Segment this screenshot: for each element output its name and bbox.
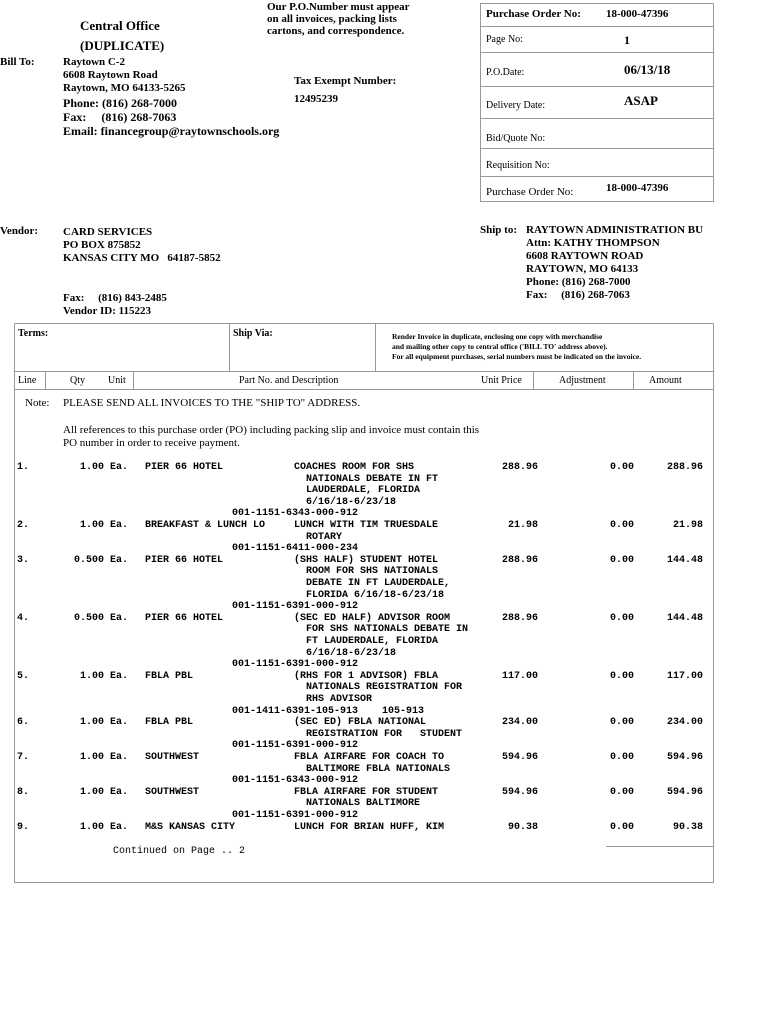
po-number-label: Purchase Order No: bbox=[486, 8, 581, 20]
item-vendor: PIER 66 HOTEL bbox=[145, 612, 224, 624]
item-description: LUNCH WITH TIM TRUESDALE ROTARY bbox=[294, 520, 439, 543]
item-amount: 21.98 bbox=[672, 520, 703, 531]
item-adjustment: 0.00 bbox=[609, 717, 634, 729]
item-line: 4. bbox=[17, 612, 30, 624]
item-vendor: FBLA PBL bbox=[145, 670, 194, 682]
item-account: 001-1151-6391-000-912 bbox=[232, 740, 359, 752]
ship-via-label: Ship Via: bbox=[233, 328, 273, 339]
po-notice: Our P.O.Number must appear on all invoices, packing lists cartons, and correspondence. bbox=[267, 1, 410, 37]
col-description: Part No. and Description bbox=[239, 375, 339, 386]
continued-note: Continued on Page .. 2 bbox=[113, 846, 246, 857]
item-adjustment: 0.00 bbox=[609, 554, 634, 566]
item-description: LUNCH FOR BRIAN HUFF, KIM bbox=[294, 821, 445, 833]
item-line: 5. bbox=[17, 670, 30, 682]
vendor-address: CARD SERVICES PO BOX 875852 KANSAS CITY MO 64187-5852 bbox=[63, 226, 221, 264]
item-description: COACHES ROOM FOR SHS NATIONALS DEBATE IN FT LAUDERDALE, FLORIDA 6/16/18-6/23/18 bbox=[294, 462, 439, 508]
note-label: Note: bbox=[25, 397, 50, 409]
item-adjustment: 0.00 bbox=[609, 786, 634, 798]
item-amount: 144.48 bbox=[666, 554, 703, 566]
item-vendor: BREAKFAST & LUNCH LO bbox=[145, 520, 266, 531]
po-date-label: P.O.Date: bbox=[486, 67, 525, 78]
delivery-date: ASAP bbox=[624, 93, 658, 108]
item-qty: 1.00 bbox=[79, 752, 104, 763]
item-adjustment: 0.00 bbox=[609, 752, 634, 763]
item-line: 7. bbox=[17, 752, 30, 763]
office-title: Central Office bbox=[80, 18, 160, 33]
delivery-date-label: Delivery Date: bbox=[486, 100, 546, 111]
item-account: 001-1151-6343-000-912 bbox=[232, 775, 359, 787]
item-account: 001-1411-6391-105-913 105-913 bbox=[232, 705, 425, 717]
po-number: 18-000-47396 bbox=[606, 8, 669, 20]
item-qty: 1.00 bbox=[79, 821, 104, 833]
item-line: 1. bbox=[17, 462, 30, 473]
page-no: 1 bbox=[624, 33, 630, 47]
item-adjustment: 0.00 bbox=[609, 821, 634, 833]
item-line: 2. bbox=[17, 520, 30, 531]
item-unit: Ea. bbox=[110, 520, 129, 531]
item-unit-price: 288.96 bbox=[501, 554, 538, 566]
note-paragraph: All references to this purchase order (PO) including packing slip and invoice must contain this PO number in order to receive payment. bbox=[63, 424, 480, 449]
item-description: FBLA AIRFARE FOR STUDENT NATIONALS BALTIMORE bbox=[294, 786, 439, 810]
item-line: 8. bbox=[17, 786, 30, 798]
item-unit: Ea. bbox=[110, 752, 129, 763]
item-amount: 117.00 bbox=[666, 670, 703, 682]
item-unit-price: 594.96 bbox=[501, 786, 538, 798]
item-vendor: PIER 66 HOTEL bbox=[145, 554, 224, 566]
item-description: FBLA AIRFARE FOR COACH TO BALTIMORE FBLA NATIONALS bbox=[294, 752, 451, 775]
item-account: 001-1151-6391-000-912 bbox=[232, 809, 359, 821]
col-unit: Unit bbox=[108, 375, 126, 386]
item-amount: 144.48 bbox=[666, 612, 703, 624]
item-vendor: SOUTHWEST bbox=[145, 786, 200, 798]
col-amount: Amount bbox=[649, 375, 682, 386]
item-unit-price: 21.98 bbox=[507, 520, 538, 531]
po-date: 06/13/18 bbox=[624, 62, 671, 77]
item-account: 001-1151-6391-000-912 bbox=[232, 601, 359, 613]
ship-to-address: RAYTOWN ADMINISTRATION BU Attn: KATHY THOMPSON 6608 RAYTOWN ROAD RAYTOWN, MO 64133 Phone: (816) 268-7000 Fax: (816) 268-7063 bbox=[526, 224, 704, 301]
item-qty: 0.500 bbox=[73, 554, 104, 566]
po-number-label-2: Purchase Order No: bbox=[486, 186, 574, 198]
item-adjustment: 0.00 bbox=[609, 462, 634, 473]
tax-exempt-number: 12495239 bbox=[294, 93, 338, 105]
vendor-contact: Fax: (816) 843-2485 Vendor ID: 115223 bbox=[63, 292, 167, 317]
item-unit-price: 288.96 bbox=[501, 462, 538, 473]
bill-to-label: Bill To: bbox=[0, 56, 35, 68]
item-unit: Ea. bbox=[110, 670, 129, 682]
item-description: (SHS HALF) STUDENT HOTEL ROOM FOR SHS NATIONALS DEBATE IN FT LAUDERDALE, FLORIDA 6/16/18-6/23/18 bbox=[294, 554, 451, 601]
requisition-label: Requisition No: bbox=[486, 160, 550, 171]
item-account: 001-1151-6343-000-912 bbox=[232, 508, 359, 520]
item-unit: Ea. bbox=[110, 821, 129, 833]
tax-exempt-label: Tax Exempt Number: bbox=[294, 75, 397, 87]
item-qty: 1.00 bbox=[79, 786, 104, 798]
terms-label: Terms: bbox=[18, 328, 49, 339]
item-account: 001-1151-6411-000-234 bbox=[232, 543, 359, 555]
col-qty: Qty bbox=[70, 375, 85, 386]
item-unit-price: 234.00 bbox=[501, 717, 538, 729]
item-amount: 594.96 bbox=[666, 786, 703, 798]
item-vendor: SOUTHWEST bbox=[145, 752, 200, 763]
item-amount: 234.00 bbox=[666, 717, 703, 729]
ship-to-label: Ship to: bbox=[480, 224, 517, 236]
item-unit: Ea. bbox=[110, 554, 129, 566]
item-unit: Ea. bbox=[110, 462, 129, 473]
item-unit-price: 117.00 bbox=[501, 670, 538, 682]
item-adjustment: 0.00 bbox=[609, 520, 634, 531]
item-unit-price: 594.96 bbox=[501, 752, 538, 763]
item-qty: 1.00 bbox=[79, 670, 104, 682]
item-qty: 1.00 bbox=[79, 717, 104, 729]
item-unit: Ea. bbox=[110, 717, 129, 729]
item-adjustment: 0.00 bbox=[609, 670, 634, 682]
bid-quote-label: Bid/Quote No: bbox=[486, 133, 546, 144]
item-line: 3. bbox=[17, 554, 30, 566]
invoice-instructions: Render Invoice in duplicate, enclosing one copy with merchandise and mailing other copy to central office ('BILL TO' address above). For all equipment purchases, serial numbers must be indicated on the invoice. bbox=[392, 332, 642, 361]
item-description: (SEC ED) FBLA NATIONAL REGISTRATION FOR STUDENT bbox=[294, 717, 463, 740]
item-vendor: FBLA PBL bbox=[145, 717, 194, 729]
col-line: Line bbox=[18, 375, 37, 386]
item-line: 6. bbox=[17, 717, 30, 729]
col-unit-price: Unit Price bbox=[481, 375, 522, 386]
bill-to-contact: Phone: (816) 268-7000 Fax: (816) 268-7063 Email: financegroup@raytownschools.org bbox=[63, 96, 280, 138]
item-qty: 1.00 bbox=[79, 520, 104, 531]
vendor-label: Vendor: bbox=[0, 225, 39, 237]
item-qty: 0.500 bbox=[73, 612, 104, 624]
item-qty: 1.00 bbox=[79, 462, 104, 473]
item-line: 9. bbox=[17, 821, 30, 833]
page-no-label: Page No: bbox=[486, 34, 523, 45]
item-description: (RHS FOR 1 ADVISOR) FBLA NATIONALS REGISTRATION FOR RHS ADVISOR bbox=[294, 670, 463, 705]
item-unit-price: 288.96 bbox=[501, 612, 538, 624]
item-vendor: PIER 66 HOTEL bbox=[145, 462, 224, 473]
col-adjustment: Adjustment bbox=[559, 375, 606, 386]
item-amount: 288.96 bbox=[666, 462, 703, 473]
bill-to-address: Raytown C-2 6608 Raytown Road Raytown, MO 64133-5265 bbox=[63, 56, 186, 94]
item-unit: Ea. bbox=[110, 786, 129, 798]
note-text: PLEASE SEND ALL INVOICES TO THE "SHIP TO" ADDRESS. bbox=[63, 397, 361, 409]
item-description: (SEC ED HALF) ADVISOR ROOM FOR SHS NATIONALS DEBATE IN FT LAUDERDALE, FLORIDA 6/16/18-6/23/18 bbox=[294, 612, 469, 659]
item-amount: 594.96 bbox=[666, 752, 703, 763]
item-vendor: M&S KANSAS CITY bbox=[145, 821, 236, 833]
item-amount: 90.38 bbox=[672, 821, 703, 833]
item-adjustment: 0.00 bbox=[609, 612, 634, 624]
item-account: 001-1151-6391-000-912 bbox=[232, 659, 359, 671]
item-unit: Ea. bbox=[110, 612, 129, 624]
po-number-2: 18-000-47396 bbox=[606, 182, 669, 194]
item-unit-price: 90.38 bbox=[507, 821, 538, 833]
duplicate-label: (DUPLICATE) bbox=[80, 38, 165, 53]
